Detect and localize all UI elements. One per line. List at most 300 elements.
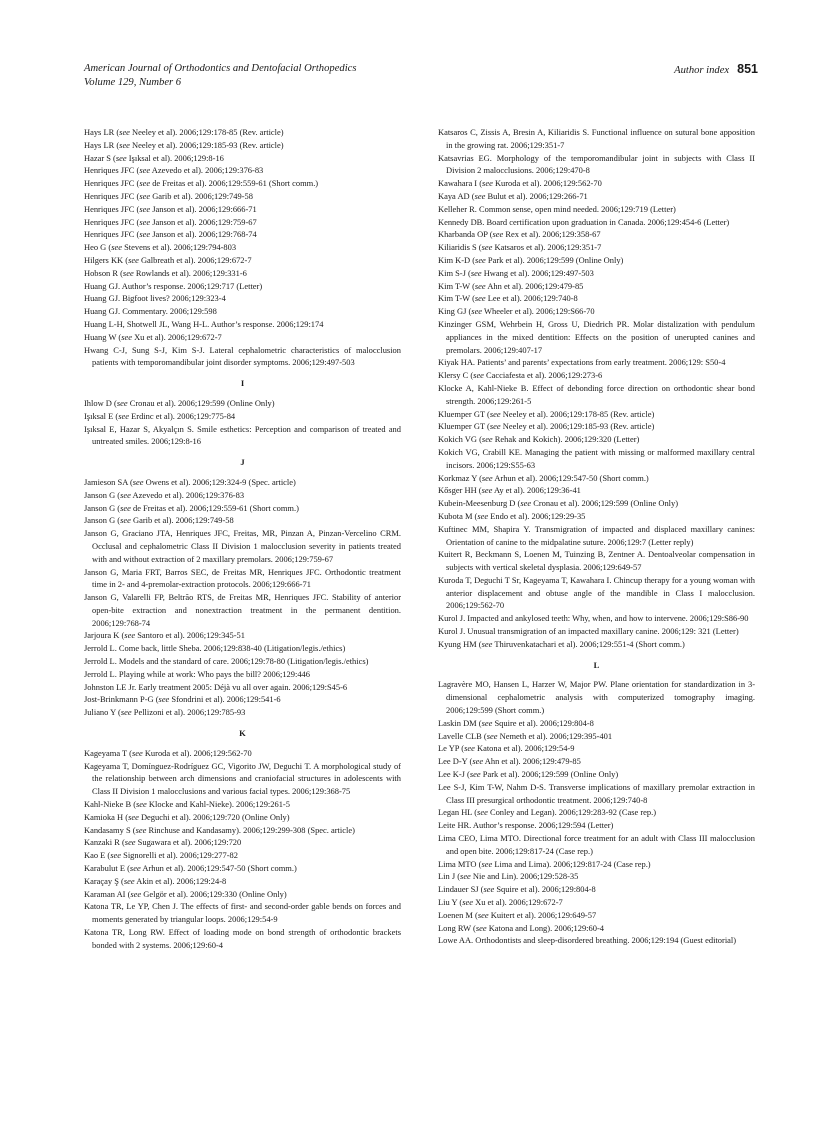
entry-text: Karabulut E ( (84, 863, 130, 874)
entry-text: Janson et al). 2006;129:666-71 (150, 203, 257, 214)
entry-see-reference: see (121, 331, 132, 342)
entry-see-reference: see (119, 139, 130, 150)
entry-text: Kuftinec MM, Shapira Y. Transmigration of impacted and displaced maxillary canines: Orientation of canine to the midpalatine suture. 2006;129:7 (Letter reply) (438, 523, 755, 547)
entry-see-reference: see (139, 203, 151, 214)
index-entry (438, 625, 755, 638)
entry-see-reference: see (124, 630, 136, 641)
entry-see-reference: see (139, 165, 151, 176)
entry-see-reference: see (474, 280, 486, 291)
index-entry (84, 862, 401, 875)
entry-text: Henriques JFC ( (84, 165, 140, 176)
entry-see-reference: see (486, 730, 498, 741)
index-entry (84, 318, 401, 331)
entry-text: Squire et al). 2006;129:804-8 (494, 884, 596, 895)
entry-text: Juliano Y ( (84, 707, 121, 718)
index-entry (84, 489, 401, 502)
entry-see-reference: see (469, 769, 481, 780)
entry-text: Kluemper GT ( (438, 408, 490, 419)
entry-see-reference: see (464, 743, 475, 754)
entry-text: Rowlands et al). 2006;129:331-6 (133, 267, 247, 278)
entry-see-reference: see (481, 472, 493, 483)
index-entry (438, 408, 755, 421)
index-entry (84, 642, 401, 655)
entry-text: Kinzinger GSM, Wehrbein H, Gross U, Diedrich PR. Molar distalization with pendulum appliances in the mixed dentition: Effects on the position of unerupted canines and premolars. 2006;129:407-17 (438, 318, 755, 355)
entry-text: Kiyak HA. Patients’ and parents’ expectations from early treatment. 2006;129: S50-4 (438, 357, 726, 368)
index-entry (438, 292, 755, 305)
entry-see-reference: see (129, 863, 141, 874)
entry-text: Lee K-J ( (438, 769, 470, 780)
entry-text: Henriques JFC ( (84, 190, 140, 201)
entry-text: Endo et al). 2006;129:29-35 (488, 510, 586, 521)
entry-text: Kawahara I ( (438, 178, 483, 189)
entry-text: Lagravère MO, Hansen L, Harzer W, Major PW. Plane orientation for standardization in 3-dimensional cephalometric analysis with computerized tomography imaging. 2006;129:599 (Short comm.) (438, 679, 755, 716)
entry-see-reference: see (131, 747, 143, 758)
entry-text: Park et al). 2006;129:599 (Online Only) (480, 769, 619, 780)
entry-see-reference: see (520, 498, 532, 509)
index-entry (84, 397, 401, 410)
entry-see-reference: see (472, 756, 484, 767)
entry-text: Kageyama T, Domínguez-Rodríguez GC, Vigorito JW, Deguchi T. A morphological study of the relationship between arch dimensions and craniofacial structures in adolescents with Class II Division 1 malocclusions and various facial types. 2006;129:368-75 (84, 760, 401, 797)
entry-text: Kim T-W ( (438, 293, 475, 304)
entry-text: Kurol J. Unusual transmigration of an impacted maxillary canine. 2006;129: 321 (Letter) (438, 626, 739, 637)
entry-see-reference: see (474, 293, 486, 304)
entry-text: Ahn et al). 2006;129:479-85 (485, 280, 584, 291)
index-entry (84, 502, 401, 515)
entry-see-reference: see (475, 922, 487, 933)
entry-text: Lima CEO, Lima MTO. Directional force treatment for an adult with Class III malocclusion and open bite. 2006;129:817-24 (Case rep.) (438, 833, 755, 856)
index-entry (84, 228, 401, 241)
entry-text: Kim S-J ( (438, 267, 471, 278)
index-entry (84, 514, 401, 527)
entry-see-reference: see (475, 254, 486, 265)
entry-text: Jarjoura K ( (84, 630, 125, 641)
entry-see-reference: see (130, 888, 142, 899)
entry-see-reference: see (120, 489, 131, 500)
entry-text: Rinchuse and Kandasamy). 2006;129:299-308 (Spec. article) (146, 824, 355, 835)
entry-text: Kokich VG, Crabill KE. Managing the patient with missing or malformed maxillary central incisors. 2006;129:S55-63 (438, 446, 755, 470)
index-entry (438, 922, 755, 935)
entry-see-reference: see (116, 397, 128, 408)
index-entry (438, 574, 755, 612)
index-entry (438, 305, 755, 318)
entry-text: Kokich VG ( (438, 434, 482, 445)
entry-text: Kuitert et al). 2006;129:649-57 (488, 909, 597, 920)
entry-see-reference: see (122, 267, 134, 278)
entry-text: Johnston LE Jr. Early treatment 2005: Déjà vu all over again. 2006;129:S45-6 (84, 681, 348, 692)
entry-text: Garib et al). 2006;129:749-58 (150, 190, 253, 201)
entry-see-reference: see (481, 638, 493, 649)
entry-see-reference: see (123, 875, 135, 886)
index-entry (438, 858, 755, 871)
index-entry (438, 433, 755, 446)
entry-text: Janson et al). 2006;129:768-74 (150, 229, 257, 240)
entry-text: Xu et al). 2006;129:672-7 (131, 331, 222, 342)
entry-text: Huang L-H, Shotwell JL, Wang H-L. Author’s response. 2006;129:174 (84, 318, 324, 329)
entry-text: Liu Y ( (438, 897, 463, 908)
entry-text: Heo G ( (84, 242, 112, 253)
index-entry (438, 896, 755, 909)
entry-text: Korkmaz Y ( (438, 472, 482, 483)
entry-text: Ihlow D ( (84, 397, 117, 408)
entry-text: Azevedo et al). 2006;129:376-83 (150, 165, 264, 176)
page-header (84, 62, 758, 94)
entry-see-reference: see (139, 190, 151, 201)
entry-text: Ahn et al). 2006;129:479-85 (483, 756, 581, 767)
index-entry (438, 382, 755, 408)
index-entry (438, 472, 755, 485)
index-entry (84, 591, 401, 629)
entry-text: Lima and Lima). 2006;129:817-24 (Case rep.) (492, 858, 651, 869)
index-entry (84, 476, 401, 489)
index-entry (84, 926, 401, 952)
entry-text: Rehak and Kokich). 2006;129:320 (Letter) (492, 434, 640, 445)
index-entry (84, 681, 401, 694)
index-entry (84, 811, 401, 824)
entry-see-reference: see (471, 306, 483, 317)
index-entry (84, 629, 401, 642)
entry-see-reference: see (124, 837, 136, 848)
entry-see-reference: see (128, 254, 139, 265)
index-entry (438, 755, 755, 768)
index-entry (438, 909, 755, 922)
entry-text: Klersy C ( (438, 370, 474, 381)
entry-text: Bulut et al). 2006;129:266-71 (485, 190, 588, 201)
entry-see-reference: see (128, 811, 139, 822)
entry-text: King GJ ( (438, 306, 472, 317)
entry-text: Henriques JFC ( (84, 178, 140, 189)
entry-text: Janson et al). 2006;129:759-67 (150, 216, 257, 227)
entry-text: Katona TR, Le YP, Chen J. The effects of first- and second-order gable bends on forces and moments generated by triangular loops. 2006;129:54-9 (84, 901, 401, 925)
entry-see-reference: see (158, 694, 170, 705)
entry-see-reference: see (481, 434, 493, 445)
entry-see-reference: see (110, 850, 122, 861)
entry-text: Erdinc et al). 2006;129:775-84 (129, 410, 236, 421)
entry-text: Henriques JFC ( (84, 203, 140, 214)
entry-text: Kuroda et al). 2006;129:562-70 (142, 747, 252, 758)
entry-text: Kuroda T, Deguchi T Sr, Kageyama T, Kawahara I. Chincup therapy for a young woman with anterior displacement and obtuse angle of the mandible in Class I malocclusion. 2006;129:562-70 (438, 574, 755, 611)
entry-text: Hwang et al). 2006;129:497-503 (481, 267, 594, 278)
index-entry (84, 152, 401, 165)
entry-text: Kelleher R. Common sense, open mind needed. 2006;129:719 (Letter) (438, 203, 676, 214)
index-entry (438, 254, 755, 267)
entry-text: Hazar S ( (84, 152, 116, 163)
entry-see-reference: see (470, 267, 482, 278)
entry-see-reference: see (474, 190, 486, 201)
entry-text: Hwang C-J, Sung S-J, Kim S-J. Lateral cephalometric characteristics of malocclusion patients with temporomandibular joint disorder symptoms. 2006;129:497-503 (84, 344, 401, 368)
entry-text: Kuitert R, Beckmann S, Loenen M, Tuinzing B, Zentner A. Dentoalveolar compensation in subjects with vertical skeletal dysplasia. 2006;129:649-57 (438, 549, 755, 573)
index-entry (84, 331, 401, 344)
entry-text: Hobson R ( (84, 267, 123, 278)
section-letter-heading: L (593, 659, 600, 670)
entry-text: Signorelli et al). 2006;129:277-82 (121, 850, 238, 861)
index-entry (438, 678, 755, 716)
entry-text: Kurol J. Impacted and ankylosed teeth: Why, when, and how to intervene. 2006;129:S86-90 (438, 613, 749, 624)
entry-text: Azevedo et al). 2006;129:376-83 (130, 489, 245, 500)
entry-text: Henriques JFC ( (84, 216, 140, 227)
entry-text: Janson G ( (84, 489, 121, 500)
entry-see-reference: see (139, 178, 151, 189)
index-entry (438, 241, 755, 254)
index-entry (438, 369, 755, 382)
entry-text: de Freitas et al). 2006;129:559-61 (Short comm.) (130, 502, 299, 513)
section-letter-heading: I (240, 378, 245, 389)
entry-text: Kim K-D ( (438, 254, 476, 265)
entry-text: Kubein-Meesenburg D ( (438, 498, 521, 509)
entry-text: Kandasamy S ( (84, 824, 136, 835)
entry-text: Lin J ( (438, 871, 461, 882)
entry-text: Kluemper GT ( (438, 421, 490, 432)
entry-text: Katona et al). 2006;129:54-9 (474, 743, 575, 754)
index-entry (84, 747, 401, 760)
running-head (674, 62, 758, 78)
index-entry (438, 717, 755, 730)
index-entry (84, 888, 401, 901)
entry-text: Galbreath et al). 2006;129:672-7 (138, 254, 252, 265)
index-entry (84, 706, 401, 719)
entry-text: Janson G, Valarelli FP, Beltrão RTS, de Freitas MR, Henriques JFC. Stability of anterior open-bite extraction and nonextraction treatment in the permanent dentition. 2006;129:768-74 (84, 592, 401, 628)
entry-text: Arhun et al). 2006;129:547-50 (Short comm.) (140, 863, 297, 874)
entry-text: Cronau et al). 2006;129:599 (Online Only) (531, 498, 679, 509)
page-number: 851 (737, 62, 758, 76)
entry-text: Owens et al). 2006;129:324-9 (Spec. article) (143, 476, 296, 487)
entry-text: Karaçay Ş ( (84, 875, 124, 886)
entry-text: Kamioka H ( (84, 811, 129, 822)
right-column (438, 126, 755, 947)
index-entry (84, 410, 401, 423)
index-entry (84, 798, 401, 811)
entry-text: Deguchi et al). 2006;129:720 (Online Only) (138, 811, 290, 822)
index-entry (84, 824, 401, 837)
entry-text: Neeley et al). 2006;129:185-93 (Rev. article) (500, 421, 655, 432)
index-entry (438, 612, 755, 625)
entry-text: Kaya AD ( (438, 190, 475, 201)
entry-text: Stevens et al). 2006;129:794-803 (121, 242, 237, 253)
entry-text: Jerrold L. Playing while at work: Who pays the bill? 2006;129:446 (84, 668, 310, 679)
index-entry (84, 241, 401, 254)
section-letter-heading: J (240, 457, 245, 468)
entry-text: Kubota M ( (438, 510, 478, 521)
index-title: Author index (674, 65, 730, 76)
entry-text: Laskin DM ( (438, 717, 482, 728)
entry-text: de Freitas et al). 2006;129:559-61 (Short comm.) (150, 178, 319, 189)
entry-text: Le YP ( (438, 743, 465, 754)
index-entry (438, 742, 755, 755)
index-entry (438, 934, 755, 947)
entry-see-reference: see (489, 408, 501, 419)
entry-text: Kiliaridis S ( (438, 242, 482, 253)
entry-text: Arhun et al). 2006;129:547-50 (Short comm.) (492, 472, 649, 483)
index-entry (438, 638, 755, 651)
entry-see-reference: see (120, 707, 132, 718)
index-entry (84, 423, 401, 449)
index-entry (84, 760, 401, 798)
entry-text: Jerrold L. Models and the standard of care. 2006;129:78-80 (Litigation/legis./ethics) (84, 656, 369, 667)
entry-see-reference: see (139, 216, 151, 227)
index-entry (84, 280, 401, 293)
entry-text: Henriques JFC ( (84, 229, 140, 240)
entry-text: Lee D-Y ( (438, 756, 473, 767)
index-entry (438, 216, 755, 229)
entry-text: Kennedy DB. Board certification upon graduation in Canada. 2006;129:454-6 (Letter) (438, 216, 730, 227)
entry-text: Işıksal E, Hazar S, Akyalçın S. Smile esthetics: Perception and comparison of treated and untreated smiles. 2006;129:8-16 (84, 423, 401, 447)
journal-info (84, 62, 356, 90)
entry-text: Ay et al). 2006;129:36-41 (492, 485, 581, 496)
entry-see-reference: see (136, 799, 147, 810)
index-entry (438, 497, 755, 510)
entry-text: Lee S-J, Kim T-W, Nahm D-S. Transverse implications of maxillary premolar extraction in Class III presurgical orthodontic treatment. 2006;129:740-8 (438, 781, 755, 805)
entry-text: Neeley et al). 2006;129:178-85 (Rev. article) (129, 127, 284, 137)
index-entry (438, 730, 755, 743)
entry-text: Kanzaki R ( (84, 837, 125, 848)
index-entry (84, 254, 401, 267)
index-entry (84, 190, 401, 203)
index-entry (84, 305, 401, 318)
index-entry (438, 228, 755, 241)
index-entry (438, 781, 755, 807)
entry-text: Janson G ( (84, 502, 121, 513)
index-entry (438, 446, 755, 472)
index-entry (84, 655, 401, 668)
entry-text: Wheeler et al). 2006;129:S66-70 (482, 306, 595, 317)
entry-text: Katona TR, Long RW. Effect of loading mode on bond strength of orthodontic brackets bonded with 2 systems. 2006;129:60-4 (84, 927, 401, 950)
entry-text: Hilgers KK ( (84, 254, 129, 265)
entry-text: Jerrold L. Come back, little Sheba. 2006;129:838-40 (Litigation/legis./ethics) (84, 643, 346, 654)
entry-text: Lowe AA. Orthodontists and sleep-disordered breathing. 2006;129:194 (Guest editorial) (438, 935, 737, 946)
entry-text: Kuroda et al). 2006;129:562-70 (492, 178, 602, 189)
entry-text: Katsavrias EG. Morphology of the temporomandibular joint in subjects with Class II Division 2 malocclusions. 2006;129:470-8 (438, 152, 755, 176)
entry-text: Xu et al). 2006;129:672-7 (473, 897, 563, 908)
index-entry (438, 510, 755, 523)
entry-text: Loenen M ( (438, 909, 478, 920)
entry-text: Karaman AI ( (84, 888, 131, 899)
entry-text: Kősger HH ( (438, 485, 482, 496)
entry-text: Cacciafesta et al). 2006;129:273-6 (483, 370, 603, 381)
entry-text: Katona and Long). 2006;129:60-4 (486, 922, 604, 933)
index-entry (438, 267, 755, 280)
entry-text: Nemeth et al). 2006;129:395-401 (497, 730, 613, 741)
entry-see-reference: see (477, 510, 489, 521)
entry-see-reference: see (477, 807, 488, 818)
index-entry (84, 267, 401, 280)
index-entry (438, 280, 755, 293)
entry-see-reference: see (473, 370, 484, 381)
index-entry (84, 203, 401, 216)
entry-text: Janson G, Maria FRT, Barros SEC, de Freitas MR, Henriques JFC. Orthodontic treatment time in 2- and 4-premolar-extraction protocols. 2006;129:666-71 (84, 566, 401, 590)
index-entry (438, 768, 755, 781)
entry-text: Gelgör et al). 2006;129:330 (Online Only) (141, 888, 287, 899)
entry-text: Leite HR. Author’s response. 2006;129:594 (Letter) (438, 820, 614, 831)
index-entry (84, 668, 401, 681)
entry-see-reference: see (119, 127, 130, 137)
entry-text: Kageyama T ( (84, 747, 132, 758)
entry-see-reference: see (482, 178, 493, 189)
entry-text: Klocke and Kahl-Nieke). 2006;129:261-5 (146, 799, 290, 810)
entry-text: Işıksal et al). 2006;129:8-16 (126, 152, 224, 163)
index-entry (438, 190, 755, 203)
index-entry (438, 870, 755, 883)
entry-see-reference: see (115, 152, 127, 163)
index-entry (438, 806, 755, 819)
entry-text: Huang GJ. Bigfoot lives? 2006;129:323-4 (84, 293, 226, 304)
index-entry (438, 819, 755, 832)
index-entry (438, 548, 755, 574)
entry-see-reference: see (132, 476, 144, 487)
entry-see-reference: see (462, 897, 473, 908)
volume-number: Volume 129, Number 6 (84, 77, 182, 88)
index-entry (84, 216, 401, 229)
index-entry (438, 126, 755, 152)
index-entry (438, 203, 755, 216)
entry-see-reference: see (139, 229, 151, 240)
entry-see-reference: see (118, 410, 129, 421)
entry-see-reference: see (481, 717, 493, 728)
entry-text: Sfondrini et al). 2006;129:541-6 (169, 694, 281, 705)
entry-text: Conley and Legan). 2006;129:283-92 (Case rep.) (487, 807, 657, 818)
entry-text: Huang W ( (84, 331, 122, 342)
index-entry (84, 126, 401, 139)
entry-see-reference: see (481, 242, 493, 253)
entry-see-reference: see (481, 858, 493, 869)
entry-text: Janson G ( (84, 515, 121, 526)
index-entry (84, 164, 401, 177)
index-entry (84, 177, 401, 190)
entry-see-reference: see (120, 502, 131, 513)
entry-text: Legan HL ( (438, 807, 478, 818)
entry-text: Cronau et al). 2006;129:599 (Online Only) (127, 397, 275, 408)
index-entry (438, 152, 755, 178)
index-entry (438, 356, 755, 369)
index-entry (84, 292, 401, 305)
entry-text: Squire et al). 2006;129:804-8 (492, 717, 594, 728)
index-entry (438, 832, 755, 858)
entry-text: Klocke A, Kahl-Nieke B. Effect of debonding force direction on orthodontic shear bond strength. 2006;129:261-5 (438, 382, 755, 406)
entry-text: Işıksal E ( (84, 410, 119, 421)
left-column (84, 126, 401, 952)
index-entry (438, 484, 755, 497)
entry-text: Park et al). 2006;129:599 (Online Only) (485, 254, 624, 265)
entry-see-reference: see (492, 229, 504, 240)
entry-text: Jamieson SA ( (84, 476, 133, 487)
index-entry (438, 420, 755, 433)
entry-text: Sugawara et al). 2006;129:720 (135, 837, 242, 848)
entry-text: Rex et al). 2006;129:358-67 (503, 229, 601, 240)
entry-text: Long RW ( (438, 922, 476, 933)
entry-text: Lindauer SJ ( (438, 884, 484, 895)
index-entry (438, 177, 755, 190)
entry-see-reference: see (481, 485, 493, 496)
index-entry (438, 318, 755, 356)
entry-text: Hays LR ( (84, 139, 120, 150)
entry-text: Nie and Lin). 2006;129:528-35 (470, 871, 579, 882)
index-entry (84, 344, 401, 370)
entry-text: Lima MTO ( (438, 858, 482, 869)
entry-text: Pellizoni et al). 2006;129:785-93 (131, 707, 246, 718)
index-entry (438, 523, 755, 549)
entry-text: Santoro et al). 2006;129:345-51 (135, 630, 245, 641)
entry-text: Kahl-Nieke B ( (84, 799, 137, 810)
index-entry (84, 527, 401, 565)
entry-text: Jost-Brinkmann P-G ( (84, 694, 159, 705)
index-entry (84, 139, 401, 152)
entry-text: Kyung HM ( (438, 638, 482, 649)
entry-see-reference: see (135, 824, 147, 835)
index-entry (84, 566, 401, 592)
entry-text: Hays LR ( (84, 127, 120, 137)
entry-see-reference: see (483, 884, 495, 895)
entry-text: Neeley et al). 2006;129:185-93 (Rev. article) (129, 139, 284, 150)
entry-text: Neeley et al). 2006;129:178-85 (Rev. article) (500, 408, 655, 419)
entry-text: Katsaros C, Zissis A, Bresin A, Kiliaridis S. Functional influence on sutural bone apposition in the growing rat. 2006;129:351-7 (438, 127, 755, 150)
